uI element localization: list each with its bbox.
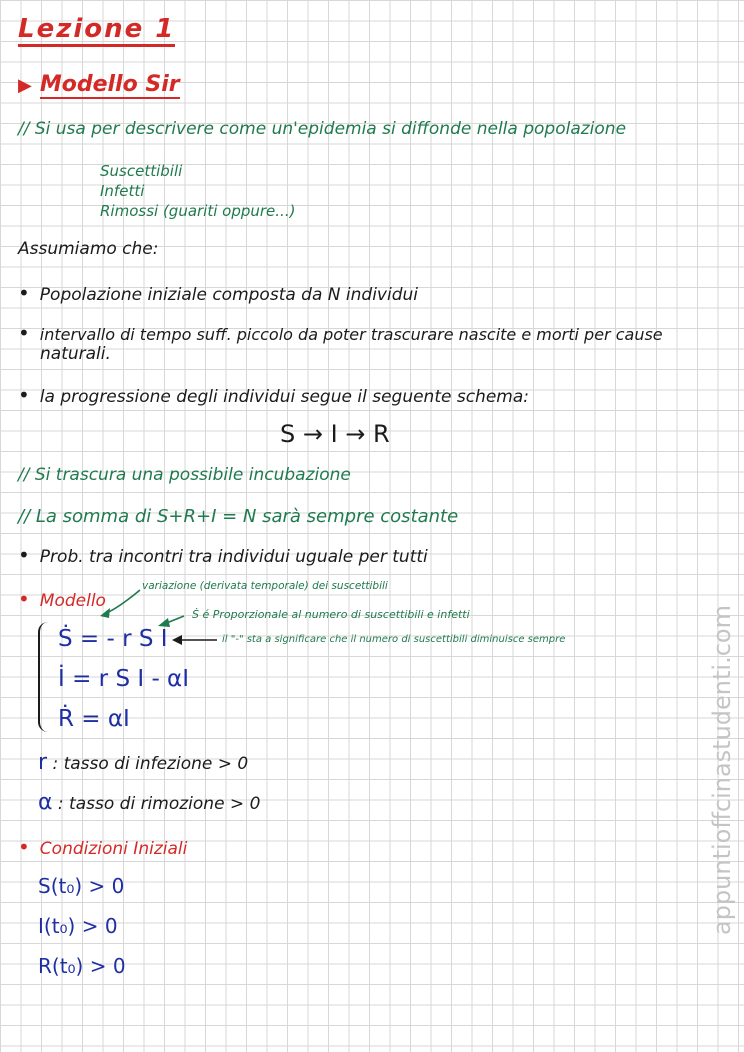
sir-item-r: Rimossi (guariti oppure...) [100, 202, 296, 220]
triangle-bullet-icon: ▶ [18, 75, 32, 96]
equation-s: Ṡ = - r S I [58, 626, 168, 652]
sir-item-s: Suscettibili [100, 162, 183, 180]
assumption-item-cont: naturali. [40, 344, 111, 364]
initial-i: I(t₀) > 0 [38, 914, 118, 938]
sir-item-i: Infetti [100, 182, 145, 200]
initial-r: R(t₀) > 0 [38, 954, 126, 978]
sir-scheme: S → I → R [280, 420, 390, 448]
section-title: Modello Sir [39, 72, 180, 97]
param-r: r : tasso di infezione > 0 [38, 750, 249, 775]
note-intro: // Si usa per descrivere come un'epidemia si diffonde nella popolazione [18, 119, 627, 139]
note-sum: // La somma di S+R+I = N sarà sempre costante [18, 506, 459, 527]
annotation-minus: il "-" sta a significare che il numero di suscettibili diminuisce sempre [222, 634, 566, 645]
annotation-proportional: Ṡ é Proporzionale al numero di suscettibili e infetti [192, 608, 470, 621]
note-incubation: // Si trascura una possibile incubazione [18, 465, 351, 485]
assumption-item: • Popolazione iniziale composta da N individui [18, 281, 418, 305]
assumption-item: • la progressione degli individui segue il seguente schema: [18, 383, 529, 407]
equation-r: Ṙ = αI [58, 706, 130, 732]
annotation-derivative: variazione (derivata temporale) dei suscettibili [142, 580, 388, 592]
page-title: Lezione 1 [18, 14, 175, 47]
param-alpha: α : tasso di rimozione > 0 [38, 790, 261, 815]
model-label: • Modello [18, 587, 106, 611]
initial-conditions-heading: • Condizioni Iniziali [18, 835, 188, 859]
initial-s: S(t₀) > 0 [38, 874, 125, 898]
assumption-item: • intervallo di tempo suff. piccolo da poter trascurare nascite e morti per cause [18, 321, 663, 345]
assumptions-heading: Assumiamo che: [18, 239, 159, 259]
prob-item: • Prob. tra incontri tra individui uguale per tutti [18, 543, 428, 567]
equation-i: İ = r S I - αI [58, 666, 190, 692]
watermark: appuntioffcinastudenti.com [708, 605, 736, 935]
